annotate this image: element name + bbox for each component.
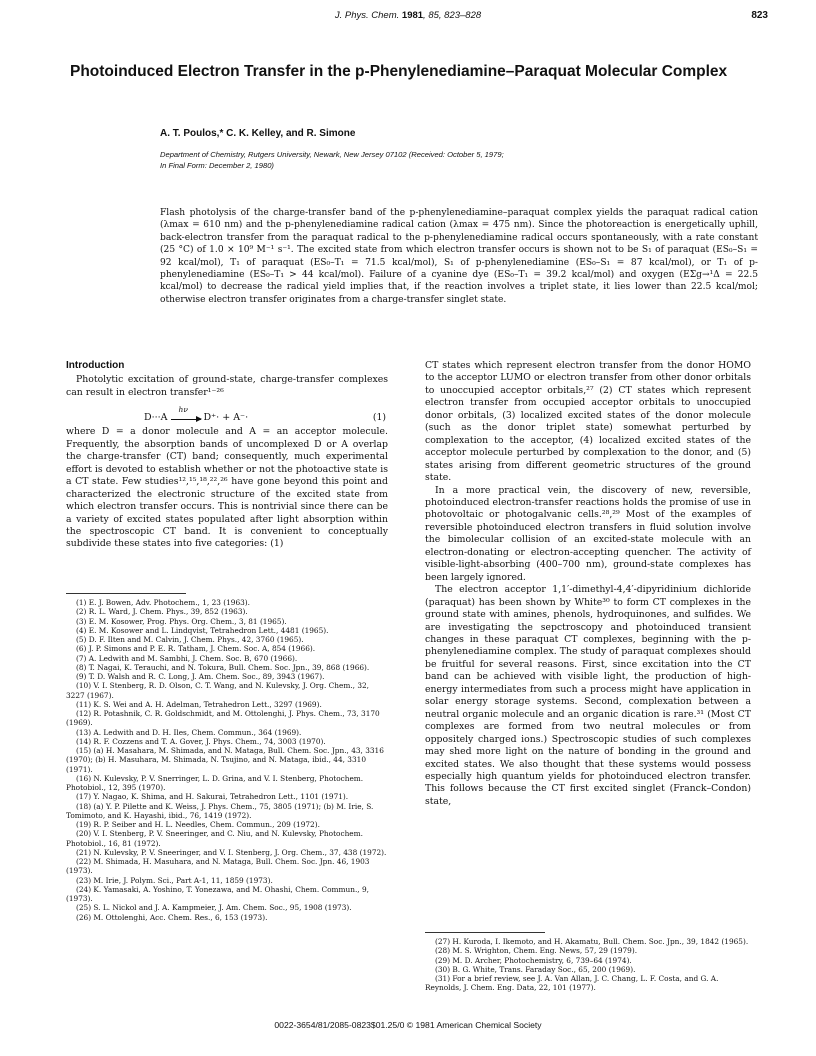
reference-item: (24) K. Yamasaki, A. Yoshino, T. Yonezawa, and M. Ohashi, Chem. Commun., 9, (1973).	[66, 884, 369, 903]
reference-item: (4) E. M. Kosower and L. Lindqvist, Tetrahedron Lett., 4481 (1965).	[76, 625, 329, 635]
running-header	[0, 10, 816, 21]
equation-number: (1)	[372, 411, 386, 423]
right-column	[425, 360, 751, 808]
affiliation-line-1: Department of Chemistry, Rutgers University, Newark, New Jersey 07102 (Received: October 5, 1979;	[160, 150, 504, 159]
reference-item: (25) S. L. Nickol and J. A. Kampmeier, J. Am. Chem. Soc., 95, 1908 (1973).	[76, 903, 352, 913]
reference-item: (7) A. Ledwith and M. Sambhi, J. Chem. Soc. B, 670 (1966).	[76, 653, 298, 663]
reference-item: (19) R. P. Seiber and H. L. Needles, Chem. Commun., 209 (1972).	[76, 820, 320, 829]
page-number: 823	[751, 10, 768, 21]
reference-item: (23) M. Irie, J. Polym. Sci., Part A-1, 11, 1859 (1973).	[76, 875, 273, 885]
reference-item: (28) M. S. Wrighton, Chem. Eng. News, 57, 29 (1979).	[435, 946, 638, 956]
reference-item: (3) E. M. Kosower, Prog. Phys. Org. Chem., 3, 81 (1965).	[76, 616, 287, 626]
footnote-divider	[66, 593, 186, 594]
equation-reaction	[144, 404, 249, 424]
affiliation-line-2: In Final Form: December 2, 1980)	[160, 161, 274, 170]
equation-hv: hν	[178, 404, 188, 414]
reference-item: (11) K. S. Wei and A. H. Adelman, Tetrahedron Lett., 3297 (1969).	[76, 699, 322, 709]
reference-item: (18) (a) Y. P. Pilette and K. Weiss, J. Phys. Chem., 75, 3805 (1971); (b) M. Irie, S. Tomimoto, and K. Hayashi, ibid., 76, 1419 (1972).	[66, 801, 374, 820]
equation-product: D⁺· + A⁻·	[203, 411, 249, 423]
copyright-footer: 0022-3654/81/2085-0823$01.25/0 © 1981 American Chemical Society	[274, 1020, 542, 1030]
reference-item: (20) V. I. Stenberg, P. V. Sneeringer, and C. Niu, and N. Kulevsky, Photochem. Photobiol., 16, 81 (1972).	[66, 829, 363, 848]
reference-item: (22) M. Shimada, H. Masuhara, and N. Mataga, Bull. Chem. Soc. Jpn. 46, 1903 (1973).	[66, 857, 370, 876]
reference-item: (8) T. Nagai, K. Terauchi, and N. Tokura, Bull. Chem. Soc. Jpn., 39, 868 (1966).	[76, 662, 370, 672]
reference-item: (15) (a) H. Masahara, M. Shimada, and N. Mataga, Bull. Chem. Soc. Jpn., 43, 3316 (1970); (b) H. Masuhara, M. Shimada, N. Tsujino, and N. Mataga, ibid., 44, 3310 (1971).	[66, 746, 384, 774]
reference-item: (2) R. L. Ward, J. Chem. Phys., 39, 852 (1963).	[76, 607, 248, 617]
intro-paragraph-1: Photolytic excitation of ground-state, charge-transfer complexes can result in electron transfer¹⁻²⁶	[66, 374, 388, 398]
affiliation	[160, 149, 720, 171]
references-right	[425, 937, 751, 993]
reference-item: (30) B. G. White, Trans. Faraday Soc., 65, 200 (1969).	[435, 964, 636, 974]
reference-item: (1) E. J. Bowen, Adv. Photochem., 1, 23 (1963).	[76, 598, 251, 607]
section-heading-introduction: Introduction	[66, 360, 125, 371]
equation-1	[66, 402, 388, 424]
body-paragraph-2: In a more practical vein, the discovery of new, reversible, photoinduced electron-transfer reactions holds the promise of use in photovoltaic or photogalvanic cells.²⁸,²⁹ Most of the examples of reversible photoinduced electron transfers in fluid solution involve the bimolecular collision of an excited-state molecule with an electron-donating or electron-accepting quencher. The activity of visible-light-absorbing (400–700 nm), ground-state complexes has been largely ignored.	[425, 484, 751, 583]
references-left	[66, 598, 388, 922]
journal-volume-pages: , 85, 823–828	[423, 10, 482, 21]
journal-year: 1981	[401, 10, 424, 21]
reference-item: (6) J. P. Simons and P. E. R. Tatham, J. Chem. Soc. A, 854 (1966).	[76, 644, 316, 654]
reference-item: (14) R. F. Cozzens and T. A. Gover, J. Phys. Chem., 74, 3003 (1970).	[76, 736, 326, 746]
reference-item: (9) T. D. Walsh and R. C. Long, J. Am. Chem. Soc., 89, 3943 (1967).	[76, 672, 325, 681]
intro-paragraph-2: where D = a donor molecule and A = an acceptor molecule. Frequently, the absorption bands of uncomplexed D or A overlap the charge-transfer (CT) band; consequently, much experimental effort is devoted to establish whether or not the photoactive state is a CT state. Few studies¹²,¹⁵,¹⁸,²²,²⁶ have gone beyond this point and characterized the electronic structure of the excited state from which electron transfer occurs. This is nontrivial since there can be a variety of excited states populated after light absorption within the spectroscopic CT band. It is convenient to conceptually subdivide these states into five categories: (1)	[66, 426, 388, 550]
reference-item: (26) M. Ottolenghi, Acc. Chem. Res., 6, 153 (1973).	[76, 912, 268, 922]
reference-item: (10) V. I. Stenberg, R. D. Olson, C. T. Wang, and N. Kulevsky, J. Org. Chem., 32, 3227 (1967).	[66, 681, 370, 700]
abstract: Flash photolysis of the charge-transfer band of the p-phenylenediamine–paraquat complex yields the paraquat radical cation (λmax = 610 nm) and the p-phenylenediamine radical cation (λmax = 475 nm). Since the photoreaction is energetically uphill, back-electron transfer from the paraquat radical to the p-phenylenediamine radical occurs spontaneously, with a rate constant (25 °C) of 1.0 × 10⁹ M⁻¹ s⁻¹. The excited state from which electron transfer occurs is shown not to be S₁ of paraquat (ES₀–S₁ = 92 kcal/mol), T₁ of paraquat (ES₀–T₁ = 71.5 kcal/mol), S₁ of p-phenylenediamine (ES₀–S₁ = 87 kcal/mol), or T₁ of p-phenylenediamine (ES₀–T₁ > 44 kcal/mol). Failure of a cyanine dye (ES₀–T₁ = 39.2 kcal/mol) and oxygen (EΣg→¹Δ = 22.5 kcal/mol) to decrease the radical yield implies that, if the reaction involves a triplet state, it lies lower than 22.5 kcal/mol; otherwise electron transfer originates from a charge-transfer singlet state.	[160, 208, 758, 305]
left-column	[66, 360, 388, 551]
reference-item: (5) D. F. Ilten and M. Calvin, J. Chem. Phys., 42, 3760 (1965).	[76, 635, 304, 644]
body-paragraph-1: CT states which represent electron transfer from the donor HOMO to the acceptor LUMO or electron transfer from other donor orbitals to unoccupied acceptor orbitals,²⁷ (2) CT states which represent electron transfer from occupied acceptor orbitals to unoccupied donor orbitals, (3) localized excited states of the donor molecule (such as the donor triplet state) somewhat perturbed by complexation to the acceptor, (4) localized excited states of the acceptor molecule perturbed by complexation to the donor, and (5) states arising from different geometric structures of the ground state.	[425, 360, 751, 484]
reference-item: (21) N. Kulevsky, P. V. Sneeringer, and V. I. Stenberg, J. Org. Chem., 37, 438 (1972).	[76, 847, 387, 857]
reference-item: (31) For a brief review, see J. A. Van Allan, J. C. Chang, L. F. Costa, and G. A. Reynolds, J. Chem. Eng. Data, 22, 101 (1977).	[425, 974, 719, 993]
reference-item: (12) R. Potashnik, C. R. Goldschmidt, and M. Ottolenghi, J. Phys. Chem., 73, 3170 (1969).	[66, 709, 380, 728]
reference-item: (29) M. D. Archer, Photochemistry, 6, 739–64 (1974).	[435, 955, 632, 965]
reference-item: (16) N. Kulevsky, P. V. Snerringer, L. D. Grina, and V. I. Stenberg, Photochem. Photobiol., 12, 395 (1970).	[66, 773, 364, 792]
reference-item: (27) H. Kuroda, I. Ikemoto, and H. Akamatu, Bull. Chem. Soc. Jpn., 39, 1842 (1965).	[435, 937, 749, 946]
journal-name: J. Phys. Chem.	[334, 10, 400, 21]
reaction-arrow-icon	[171, 404, 201, 420]
reference-item: (17) Y. Nagao, K. Shima, and H. Sakurai, Tetrahedron Lett., 1101 (1971).	[76, 792, 349, 802]
reference-item: (13) A. Ledwith and D. H. Iles, Chem. Commun., 364 (1969).	[76, 727, 302, 737]
article-title: Photoinduced Electron Transfer in the p-Phenylenediamine–Paraquat Molecular Complex	[70, 63, 728, 80]
footnote-divider	[425, 932, 545, 933]
author-list: A. T. Poulos,* C. K. Kelley, and R. Simone	[160, 128, 356, 139]
equation-reactant: D···A	[144, 411, 168, 423]
body-paragraph-3: The electron acceptor 1,1′-dimethyl-4,4′-dipyridinium dichloride (paraquat) has been shown by White³⁰ to form CT complexes in the ground state with amines, phenols, hydroquinones, and sulfides. We are investigating the sepctroscopy and photoinduced transient changes in these paraquat CT complexes, beginning with the p-phenylenediamine complex. The study of paraquat complexes should be fruitful for several reasons. First, since excitation into the CT band can be achieved with visible light, the production of high-energy intermediates from such a process might have application in solar energy storage systems. Second, complexation between a neutral organic molecule and an organic dication is rare.³¹ (Most CT complexes are formed from two neutral molecules or from oppositely charged ions.) Spectroscopic studies of such complexes may shed more light on the nature of bonding in the ground and excited states. We also thought that these systems would possess especially high quantum yields for photoinduced electron transfer. This follows because the CT first excited singlet (Franck–Condon) state,	[425, 584, 751, 807]
